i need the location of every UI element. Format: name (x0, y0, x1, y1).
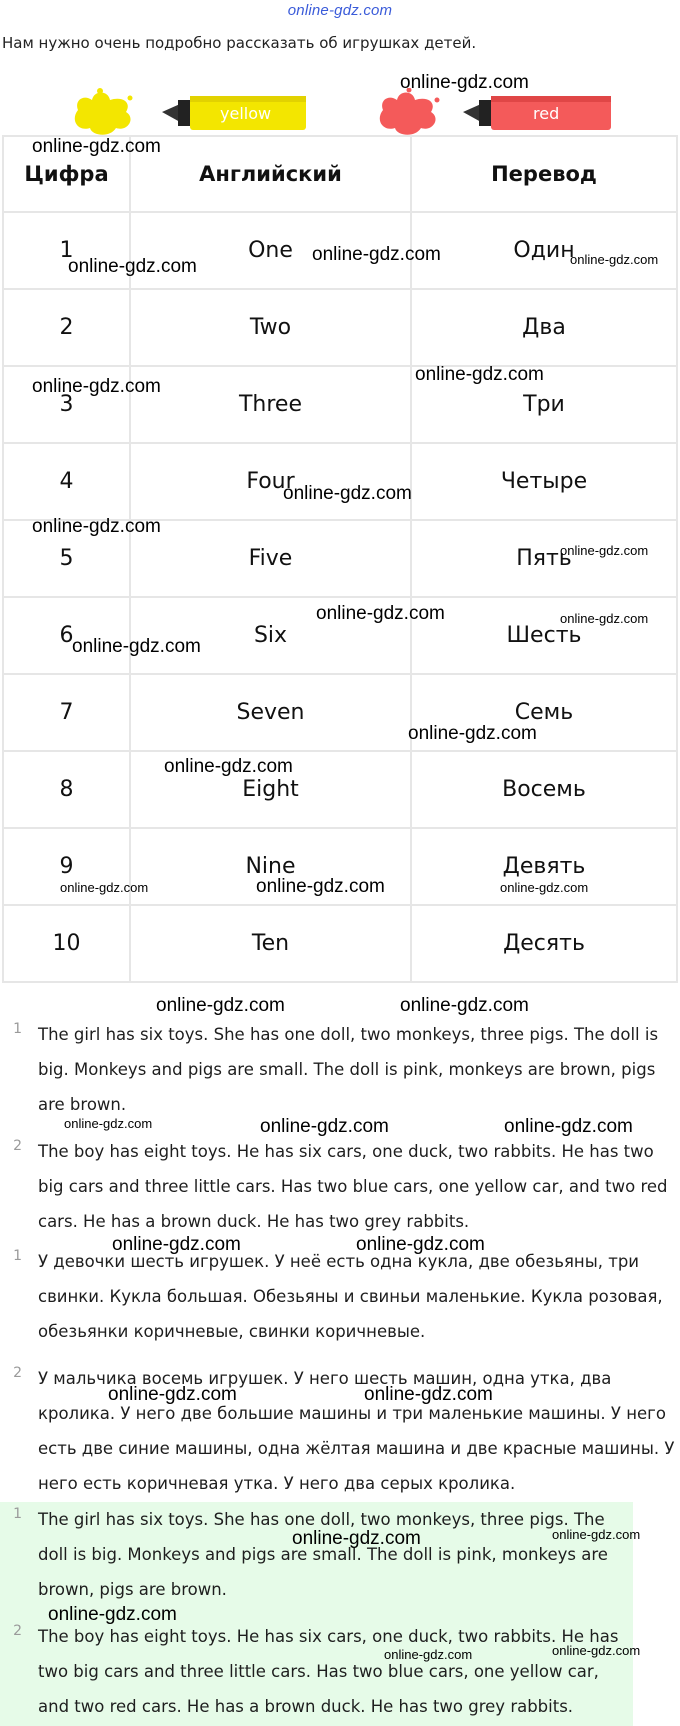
digit-cell: 6 (3, 597, 130, 674)
translation-cell: Пять (411, 520, 677, 597)
watermark: online-gdz.com (384, 1647, 473, 1662)
watermark: online-gdz.com (64, 1116, 153, 1131)
yellow-highlighter-icon (70, 88, 310, 138)
item-number: 2 (13, 1365, 22, 1381)
watermark: online-gdz.com (504, 1116, 633, 1137)
english-cell: Three (130, 366, 411, 443)
list-item (0, 1619, 633, 1724)
red-highlighter-icon (375, 88, 615, 138)
red-label: red (533, 104, 560, 123)
watermark: online-gdz.com (48, 1604, 177, 1625)
intro-text: Нам нужно очень подробно рассказать об игрушках детей. (2, 34, 477, 52)
item-text: The boy has eight toys. He has six cars, one duck, two rabbits. He has two big cars and three little cars. Has two blue cars, one yellow car, and two red cars. He has a brown duck. He has two grey rabbits. (38, 1627, 619, 1716)
english-cell: Five (130, 520, 411, 597)
watermark: online-gdz.com (164, 756, 293, 777)
digit-cell: 2 (3, 289, 130, 366)
list-item (0, 1502, 633, 1619)
item-text: The girl has six toys. She has one doll, two monkeys, three pigs. The doll is big. Monkeys and pigs are small. The doll is pink, monkeys are brown, pigs are brown. (38, 1510, 608, 1599)
translation-cell: Десять (411, 905, 677, 982)
english-cell: Ten (130, 905, 411, 982)
table-row (3, 674, 677, 751)
digit-cell: 1 (3, 212, 130, 289)
watermark: online-gdz.com (560, 611, 649, 626)
english-cell: Four (130, 443, 411, 520)
watermark: online-gdz.com (312, 244, 441, 265)
watermark: online-gdz.com (32, 136, 161, 157)
watermark: online-gdz.com (72, 636, 201, 657)
watermark: online-gdz.com (400, 995, 529, 1016)
watermark: online-gdz.com (60, 880, 149, 895)
header-digit: Цифра (3, 136, 130, 212)
watermark: online-gdz.com (256, 876, 385, 897)
watermark: online-gdz.com (364, 1384, 493, 1405)
digit-cell: 5 (3, 520, 130, 597)
list-item (0, 1134, 680, 1239)
russian-story-list (0, 1244, 680, 1501)
item-text: У девочки шесть игрушек. У неё есть одна кукла, две обезьяны, три свинки. Кукла большая. Обезьяны и свиньи маленькие. Кукла розовая, обезьянки коричневые, свинки коричневые. (38, 1252, 663, 1341)
english-cell: Two (130, 289, 411, 366)
translation-cell: Четыре (411, 443, 677, 520)
english-cell: Eight (130, 751, 411, 828)
header-translation: Перевод (411, 136, 677, 212)
english-cell: Six (130, 597, 411, 674)
digit-cell: 7 (3, 674, 130, 751)
digit-cell: 4 (3, 443, 130, 520)
watermark: online-gdz.com (356, 1234, 485, 1255)
watermark: online-gdz.com (292, 1528, 421, 1549)
item-text: У мальчика восемь игрушек. У него шесть машин, одна утка, два кролика. У него две большие машины и три маленькие машины. У него есть две синие машины, одна жёлтая машина и две красные машины. У него есть коричневая утка. У него два серых кролика. (38, 1369, 675, 1493)
translation-cell: Семь (411, 674, 677, 751)
item-number: 1 (13, 1021, 22, 1037)
item-text: The boy has eight toys. He has six cars, one duck, two rabbits. He has two big cars and three little cars. Has two blue cars, one yellow car, and two red cars. He has a brown duck. He has two grey rabbits. (38, 1142, 668, 1231)
item-number: 2 (13, 1623, 22, 1639)
watermark: online-gdz.com (552, 1527, 641, 1542)
watermark: online-gdz.com (408, 723, 537, 744)
watermark: online-gdz.com (552, 1643, 641, 1658)
translation-cell: Девять (411, 828, 677, 905)
digit-cell: 3 (3, 366, 130, 443)
watermark: online-gdz.com (112, 1234, 241, 1255)
item-number: 1 (13, 1506, 22, 1522)
watermark: online-gdz.com (260, 1116, 389, 1137)
list-item (0, 1244, 680, 1361)
table-row (3, 443, 677, 520)
translation-cell: Один (411, 212, 677, 289)
digit-cell: 8 (3, 751, 130, 828)
table-row (3, 905, 677, 982)
translation-cell: Три (411, 366, 677, 443)
watermark: online-gdz.com (32, 516, 161, 537)
table-row (3, 289, 677, 366)
watermark: online-gdz.com (32, 376, 161, 397)
english-cell: Nine (130, 828, 411, 905)
digit-cell: 10 (3, 905, 130, 982)
item-text: The girl has six toys. She has one doll, two monkeys, three pigs. The doll is big. Monkeys and pigs are small. The doll is pink, monkeys are brown, pigs are brown. (38, 1025, 659, 1114)
english-cell: One (130, 212, 411, 289)
header-english: Английский (130, 136, 411, 212)
watermark: online-gdz.com (68, 256, 197, 277)
watermark: online-gdz.com (560, 543, 649, 558)
watermark: online-gdz.com (400, 72, 529, 93)
english-cell: Seven (130, 674, 411, 751)
digit-cell: 9 (3, 828, 130, 905)
item-number: 1 (13, 1248, 22, 1264)
translation-cell: Восемь (411, 751, 677, 828)
translation-cell: Два (411, 289, 677, 366)
yellow-label: yellow (220, 104, 272, 123)
translation-cell: Шесть (411, 597, 677, 674)
watermark: online-gdz.com (156, 995, 285, 1016)
list-item (0, 1361, 680, 1501)
watermark: online-gdz.com (316, 603, 445, 624)
item-number: 2 (13, 1138, 22, 1154)
watermark: online-gdz.com (500, 880, 589, 895)
watermark: online-gdz.com (283, 483, 412, 504)
site-logo[interactable]: online-gdz.com (287, 2, 393, 19)
watermark: online-gdz.com (108, 1384, 237, 1405)
watermark: online-gdz.com (570, 252, 659, 267)
table-row (3, 751, 677, 828)
watermark: online-gdz.com (415, 364, 544, 385)
